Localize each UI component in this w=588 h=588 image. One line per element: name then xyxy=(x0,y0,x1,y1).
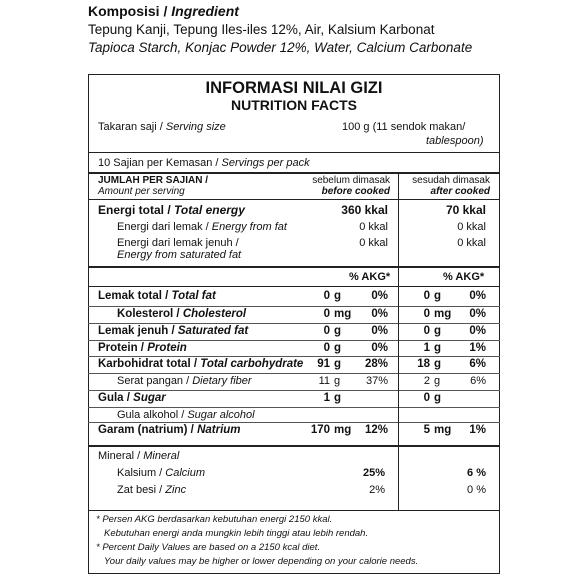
after-akg: 0% xyxy=(469,290,486,302)
after-akg: 6% xyxy=(469,358,486,370)
divider xyxy=(88,286,500,287)
after-amount: 0 xyxy=(423,308,430,320)
divider xyxy=(88,445,500,447)
before-akg: 28% xyxy=(364,358,388,370)
akg-header-before: % AKG* xyxy=(349,271,391,283)
after-unit: g xyxy=(434,325,442,337)
row-divider xyxy=(88,407,500,408)
nutrient-label: Gula alkohol / Sugar alcohol xyxy=(117,409,255,421)
calcium-after: 6 % xyxy=(467,467,486,479)
before-akg: 0% xyxy=(371,308,388,320)
composition-slash: / xyxy=(163,3,168,19)
after-unit: g xyxy=(434,358,442,370)
nutrient-label: Karbohidrat total / Total carbohydrate xyxy=(98,358,304,370)
panel-title: INFORMASI NILAI GIZI xyxy=(205,79,383,97)
after-akg: 0% xyxy=(469,325,486,337)
energy-total-after: 70 kkal xyxy=(445,203,486,217)
before-unit: mg xyxy=(334,424,352,436)
divider xyxy=(88,152,500,153)
before-unit: g xyxy=(334,290,342,302)
iron-before: 2% xyxy=(369,484,385,496)
after-amount: 1 xyxy=(423,342,430,354)
mineral-header: Mineral / Mineral xyxy=(98,450,180,462)
column-divider xyxy=(398,172,399,445)
energy-from-fat-after: 0 kkal xyxy=(457,221,486,233)
footnote-4: Your daily values may be higher or lower depending on your calorie needs. xyxy=(104,556,419,567)
nutrient-label: Serat pangan / Dietary fiber xyxy=(117,375,252,387)
energy-total-label: Energi total / Total energy xyxy=(98,203,245,217)
after-amount: 0 xyxy=(423,392,430,404)
before-akg: 0% xyxy=(371,342,388,354)
after-amount: 2 xyxy=(423,375,430,387)
footnote-1: * Persen AKG berdasarkan kebutuhan energi 2150 kkal. xyxy=(96,514,333,525)
before-amount: 0 xyxy=(323,290,330,302)
amount-per-serving-label: JUMLAH PER SAJIAN / xyxy=(98,175,209,186)
divider xyxy=(88,510,500,511)
after-akg: 0% xyxy=(469,308,486,320)
calcium-before: 25% xyxy=(362,467,385,479)
after-unit: g xyxy=(434,290,442,302)
energy-from-sat-fat-label: Energi dari lemak jenuh / xyxy=(117,237,239,249)
column-divider xyxy=(398,445,399,510)
after-unit: g xyxy=(434,342,442,354)
after-akg: 1% xyxy=(469,424,486,436)
after-cooked-label-en: after cooked xyxy=(430,186,490,197)
before-cooked-label: sebelum dimasak xyxy=(312,175,390,186)
energy-from-sat-fat-after: 0 kkal xyxy=(457,237,486,249)
row-divider xyxy=(88,306,500,307)
before-akg: 0% xyxy=(371,290,388,302)
after-amount: 5 xyxy=(423,424,430,436)
energy-from-fat-before: 0 kkal xyxy=(359,221,388,233)
row-divider xyxy=(88,356,500,357)
panel-title-en: NUTRITION FACTS xyxy=(231,97,357,113)
footnote-2: Kebutuhan energi anda mungkin lebih tinggi atau lebih rendah. xyxy=(104,528,369,539)
nutrition-facts-panel xyxy=(88,74,500,574)
akg-header-after: % AKG* xyxy=(443,271,485,283)
nutrient-label: Lemak total / Total fat xyxy=(98,290,216,302)
after-unit: mg xyxy=(434,308,452,320)
divider xyxy=(88,266,500,268)
composition-label: Komposisi xyxy=(88,3,160,19)
energy-total-before: 360 kkal xyxy=(341,203,388,217)
iron-label: Zat besi / Zinc xyxy=(117,484,187,496)
before-amount: 0 xyxy=(323,308,330,320)
energy-from-sat-fat-label-en: Energy from saturated fat xyxy=(117,249,242,261)
before-amount: 0 xyxy=(323,342,330,354)
before-unit: g xyxy=(334,392,342,404)
servings-per-pack: 10 Sajian per Kemasan / Servings per pack xyxy=(98,157,310,169)
before-unit: g xyxy=(334,342,342,354)
calcium-label: Kalsium / Calcium xyxy=(117,467,206,479)
before-cooked-label-en: before cooked xyxy=(321,186,390,197)
before-unit: g xyxy=(334,325,342,337)
after-amount: 18 xyxy=(417,358,430,370)
before-amount: 1 xyxy=(323,392,330,404)
nutrient-label: Protein / Protein xyxy=(98,342,187,354)
after-amount: 0 xyxy=(423,325,430,337)
footnote-3: * Percent Daily Values are based on a 2150 kcal diet. xyxy=(96,542,321,553)
after-unit: mg xyxy=(434,424,452,436)
before-unit: mg xyxy=(334,308,352,320)
after-unit: g xyxy=(434,375,441,387)
nutrient-label: Lemak jenuh / Saturated fat xyxy=(98,325,249,337)
serving-size-label: Takaran saji / Serving size xyxy=(98,121,226,133)
after-unit: g xyxy=(434,392,442,404)
after-cooked-label: sesudah dimasak xyxy=(412,175,490,186)
row-divider xyxy=(88,422,500,423)
nutrient-label: Garam (natrium) / Natrium xyxy=(98,424,241,436)
after-akg: 1% xyxy=(469,342,486,354)
amount-per-serving-label-en: Amount per serving xyxy=(98,186,185,197)
row-divider xyxy=(88,340,500,341)
before-akg: 37% xyxy=(365,375,388,387)
composition-heading xyxy=(88,3,239,19)
before-akg: 12% xyxy=(364,424,388,436)
row-divider xyxy=(88,390,500,391)
before-akg: 0% xyxy=(371,325,388,337)
before-unit: g xyxy=(334,358,342,370)
serving-size-value-en: tablespoon) xyxy=(426,135,484,147)
nutrient-label: Gula / Sugar xyxy=(98,392,166,404)
energy-from-fat-label: Energi dari lemak / Energy from fat xyxy=(117,221,287,233)
after-akg: 6% xyxy=(470,375,486,387)
divider xyxy=(88,199,500,200)
before-amount: 170 xyxy=(310,424,330,436)
row-divider xyxy=(88,373,500,374)
after-amount: 0 xyxy=(423,290,430,302)
row-divider xyxy=(88,323,500,324)
nutrient-label: Kolesterol / Cholesterol xyxy=(117,308,247,320)
serving-size-value: 100 g (11 sendok makan/ xyxy=(342,121,466,133)
energy-from-sat-fat-before: 0 kkal xyxy=(359,237,388,249)
composition-text-en: Tapioca Starch, Konjac Powder 12%, Water, Calcium Carbonate xyxy=(88,40,473,55)
before-amount: 11 xyxy=(318,375,330,387)
before-amount: 0 xyxy=(323,325,330,337)
before-unit: g xyxy=(334,375,341,387)
before-amount: 91 xyxy=(317,358,330,370)
iron-after: 0 % xyxy=(467,484,486,496)
divider xyxy=(88,172,500,174)
composition-label-en: Ingredient xyxy=(171,3,239,19)
composition-text: Tepung Kanji, Tepung Iles-iles 12%, Air, Kalsium Karbonat xyxy=(88,22,435,37)
